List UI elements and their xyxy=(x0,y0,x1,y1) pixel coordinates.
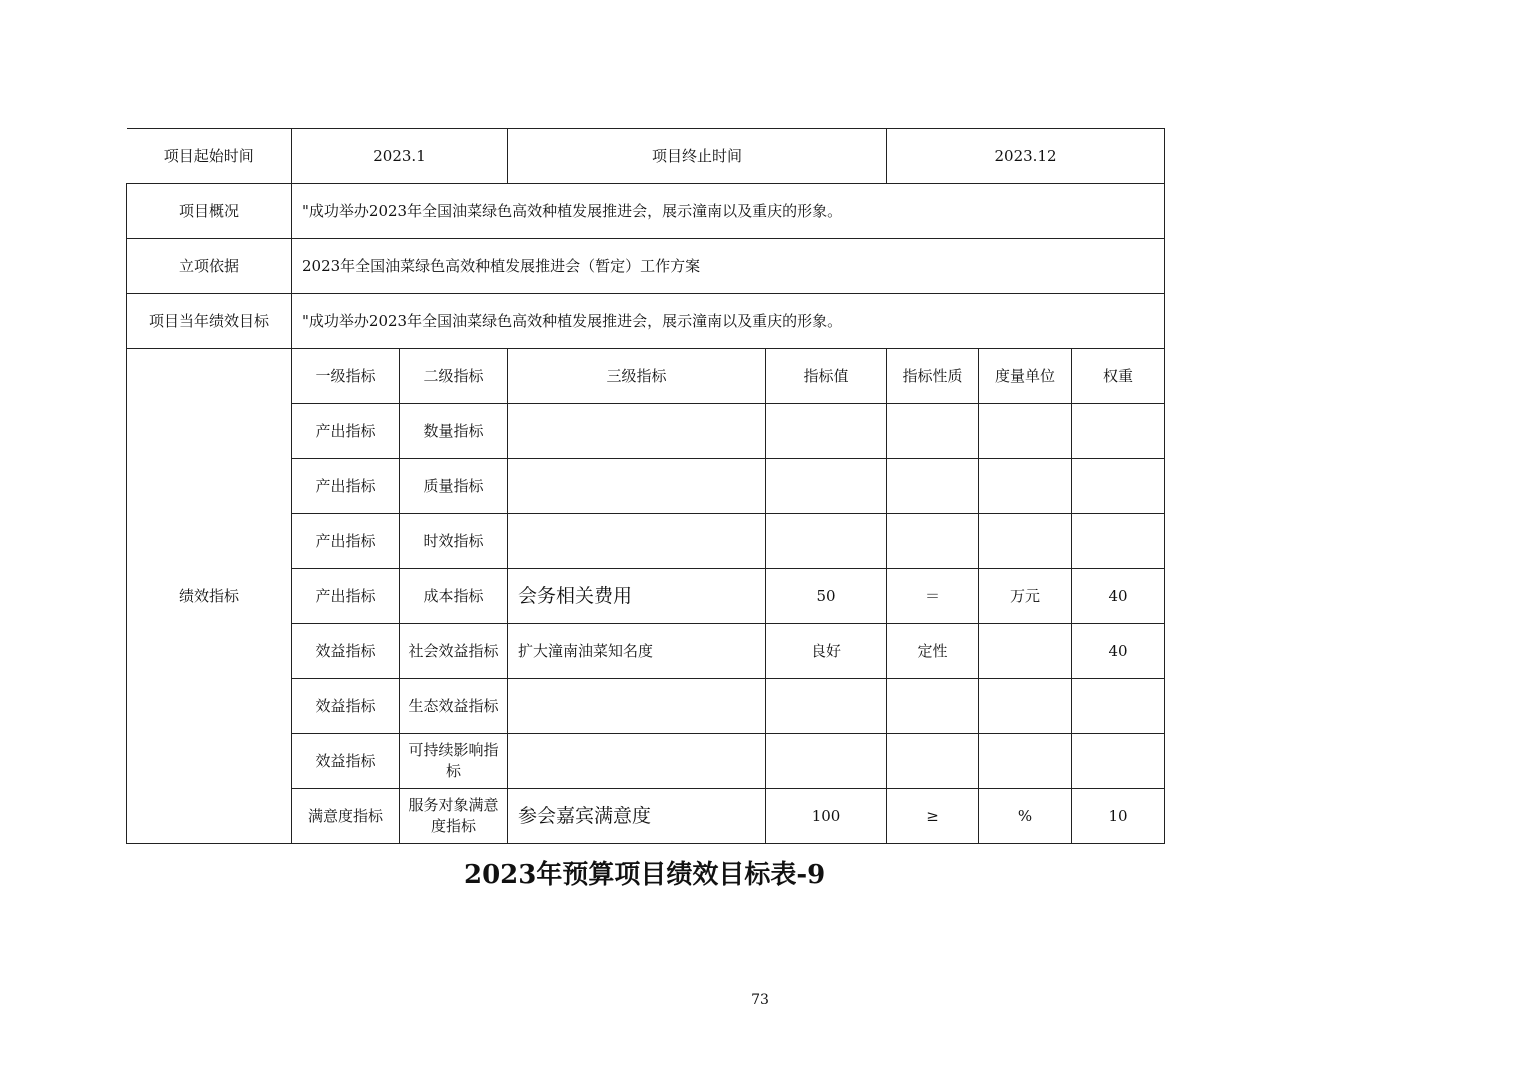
value-cell xyxy=(766,404,887,459)
level2-cell: 服务对象满意度指标 xyxy=(400,789,508,844)
column-header: 三级指标 xyxy=(508,349,766,404)
nature-cell xyxy=(887,404,979,459)
level3-cell xyxy=(508,514,766,569)
level1-cell: 产出指标 xyxy=(292,514,400,569)
goal-label: 项目当年绩效目标 xyxy=(127,294,292,349)
nature-cell xyxy=(887,679,979,734)
level1-cell: 满意度指标 xyxy=(292,789,400,844)
goal-value: "成功举办2023年全国油菜绿色高效种植发展推进会，展示潼南以及重庆的形象。 xyxy=(292,294,1165,349)
weight-cell xyxy=(1072,514,1165,569)
end-time-value: 2023.12 xyxy=(887,129,1165,184)
value-cell xyxy=(766,679,887,734)
nature-cell: ＝ xyxy=(887,569,979,624)
column-header: 权重 xyxy=(1072,349,1165,404)
row-overview xyxy=(127,184,1165,239)
level1-cell: 产出指标 xyxy=(292,569,400,624)
level3-cell xyxy=(508,679,766,734)
level2-cell: 成本指标 xyxy=(400,569,508,624)
level1-cell: 产出指标 xyxy=(292,404,400,459)
unit-cell xyxy=(979,459,1072,514)
nature-cell xyxy=(887,514,979,569)
value-cell xyxy=(766,459,887,514)
value-cell xyxy=(766,514,887,569)
unit-cell: % xyxy=(979,789,1072,844)
weight-cell: 40 xyxy=(1072,624,1165,679)
start-time-value: 2023.1 xyxy=(292,129,508,184)
row-start-end xyxy=(127,129,1165,184)
weight-cell: 40 xyxy=(1072,569,1165,624)
basis-label: 立项依据 xyxy=(127,239,292,294)
weight-cell xyxy=(1072,404,1165,459)
page-number: 73 xyxy=(751,992,769,1008)
indicator-header-row xyxy=(127,349,1165,404)
unit-cell xyxy=(979,514,1072,569)
level3-cell: 参会嘉宾满意度 xyxy=(508,789,766,844)
column-header: 指标值 xyxy=(766,349,887,404)
row-basis xyxy=(127,239,1165,294)
weight-cell xyxy=(1072,679,1165,734)
end-time-label: 项目终止时间 xyxy=(508,129,887,184)
level2-cell: 时效指标 xyxy=(400,514,508,569)
level3-cell xyxy=(508,404,766,459)
level2-cell: 数量指标 xyxy=(400,404,508,459)
level3-cell: 扩大潼南油菜知名度 xyxy=(508,624,766,679)
column-header: 二级指标 xyxy=(400,349,508,404)
nature-cell xyxy=(887,734,979,789)
value-cell: 50 xyxy=(766,569,887,624)
unit-cell xyxy=(979,404,1072,459)
basis-value: 2023年全国油菜绿色高效种植发展推进会（暂定）工作方案 xyxy=(292,239,1165,294)
indicator-section-label: 绩效指标 xyxy=(127,349,292,844)
nature-cell: ≥ xyxy=(887,789,979,844)
nature-cell: 定性 xyxy=(887,624,979,679)
weight-cell xyxy=(1072,734,1165,789)
overview-value: "成功举办2023年全国油菜绿色高效种植发展推进会，展示潼南以及重庆的形象。 xyxy=(292,184,1165,239)
value-cell: 良好 xyxy=(766,624,887,679)
unit-cell xyxy=(979,624,1072,679)
column-header: 一级指标 xyxy=(292,349,400,404)
level1-cell: 效益指标 xyxy=(292,679,400,734)
level3-cell xyxy=(508,459,766,514)
level2-cell: 生态效益指标 xyxy=(400,679,508,734)
value-cell: 100 xyxy=(766,789,887,844)
weight-cell: 10 xyxy=(1072,789,1165,844)
nature-cell xyxy=(887,459,979,514)
unit-cell xyxy=(979,734,1072,789)
level3-cell: 会务相关费用 xyxy=(508,569,766,624)
level2-cell: 质量指标 xyxy=(400,459,508,514)
value-cell xyxy=(766,734,887,789)
caption-text: 2023年预算项目绩效目标表-9 xyxy=(464,860,826,890)
row-goal xyxy=(127,294,1165,349)
level1-cell: 产出指标 xyxy=(292,459,400,514)
start-time-label: 项目起始时间 xyxy=(127,129,292,184)
unit-cell xyxy=(979,679,1072,734)
level2-cell: 社会效益指标 xyxy=(400,624,508,679)
level1-cell: 效益指标 xyxy=(292,624,400,679)
weight-cell xyxy=(1072,459,1165,514)
column-header: 指标性质 xyxy=(887,349,979,404)
level1-cell: 效益指标 xyxy=(292,734,400,789)
unit-cell: 万元 xyxy=(979,569,1072,624)
performance-target-table xyxy=(126,128,1165,844)
level3-cell xyxy=(508,734,766,789)
column-header: 度量单位 xyxy=(979,349,1072,404)
overview-label: 项目概况 xyxy=(127,184,292,239)
level2-cell: 可持续影响指标 xyxy=(400,734,508,789)
